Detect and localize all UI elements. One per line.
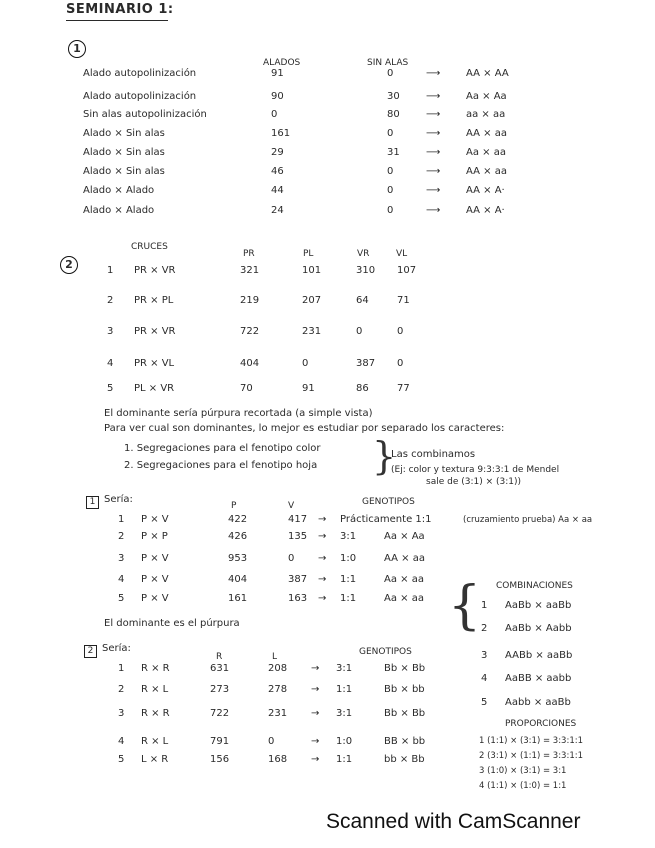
row-number: 5 xyxy=(118,593,125,604)
v-count: 135 xyxy=(288,531,308,542)
section-2-number: 2 xyxy=(60,256,78,274)
props-title: PROPORCIONES xyxy=(505,719,577,729)
note-item-2: 2. Segregaciones para el fenotipo hoja xyxy=(124,460,318,471)
alados-count: 161 xyxy=(271,128,291,139)
cross-label: P × V xyxy=(141,593,169,604)
arrow: → xyxy=(318,593,327,604)
sin-alas-count: 30 xyxy=(387,91,400,102)
genotype: Bb × bb xyxy=(384,684,425,695)
genotype: Aa × aa xyxy=(466,147,506,158)
cross-label: L × R xyxy=(141,754,169,765)
s2-header-cruces: CRUCES xyxy=(131,242,168,252)
genotype: BB × bb xyxy=(384,736,426,747)
p-count: 161 xyxy=(228,593,248,604)
arrow: ⟶ xyxy=(426,91,441,102)
cross-label: PR × PL xyxy=(134,295,174,306)
row-number: 3 xyxy=(118,708,125,719)
sin-alas-count: 0 xyxy=(387,128,394,139)
cross-label: Alado × Sin alas xyxy=(83,147,165,158)
brace-note-1: Las combinamos xyxy=(391,449,476,460)
vl-count: 0 xyxy=(397,358,404,369)
genotype: AA × aa xyxy=(466,128,507,139)
s2-header-pr: PR xyxy=(243,249,255,259)
vr-count: 310 xyxy=(356,265,376,276)
brace-note-2: (Ej: color y textura 9:3:3:1 de Mendel xyxy=(391,465,560,475)
brace-note-3: sale de (3:1) × (3:1)) xyxy=(426,477,522,487)
l-count: 0 xyxy=(268,736,275,747)
alados-count: 91 xyxy=(271,68,284,79)
cross-label: P × P xyxy=(141,531,168,542)
cross-label: R × L xyxy=(141,736,169,747)
cross-label: PR × VR xyxy=(134,326,176,337)
cross-label: PR × VL xyxy=(134,358,175,369)
cross-label: PL × VR xyxy=(134,383,175,394)
sin-alas-count: 0 xyxy=(387,205,394,216)
sub-1-conclusion: El dominante es el púrpura xyxy=(104,618,240,629)
page-title: SEMINARIO 1: xyxy=(66,2,174,17)
arrow: → xyxy=(311,754,320,765)
sin-alas-count: 0 xyxy=(387,166,394,177)
combos-title: COMBINACIONES xyxy=(496,581,573,591)
arrow: ⟶ xyxy=(426,185,441,196)
note-dominant: El dominante sería púrpura recortada (a simple vista) xyxy=(104,408,373,419)
title-underline xyxy=(66,20,168,21)
r-count: 273 xyxy=(210,684,230,695)
genotype: AA × A· xyxy=(466,185,505,196)
p-count: 953 xyxy=(228,553,248,564)
l-count: 231 xyxy=(268,708,288,719)
arrow: ⟶ xyxy=(426,128,441,139)
cross-label: Alado × Sin alas xyxy=(83,128,165,139)
s2-header-pl: PL xyxy=(303,249,314,259)
sub-1-label: Sería: xyxy=(104,494,133,505)
cross-label: Alado × Alado xyxy=(83,185,155,196)
vr-count: 64 xyxy=(356,295,369,306)
sub-2-label: Sería: xyxy=(102,643,131,654)
row-number: 2 xyxy=(118,684,125,695)
s2-header-vl: VL xyxy=(396,249,408,259)
sub2-header-r: R xyxy=(216,652,223,662)
proportion-row: 4 (1:1) × (1:0) = 1:1 xyxy=(479,781,567,791)
combo-value: AaBb × aaBb xyxy=(505,600,572,611)
genotype: Bb × Bb xyxy=(384,708,426,719)
sub-2-number: 2 xyxy=(84,645,97,658)
arrow: ⟶ xyxy=(426,147,441,158)
arrow: → xyxy=(318,514,327,525)
arrow: → xyxy=(311,708,320,719)
l-count: 208 xyxy=(268,663,288,674)
row-number: 4 xyxy=(118,736,125,747)
sin-alas-count: 31 xyxy=(387,147,400,158)
cross-label: P × V xyxy=(141,514,169,525)
ratio: 1:1 xyxy=(340,574,357,585)
arrow: ⟶ xyxy=(426,109,441,120)
row-number: 5 xyxy=(107,383,114,394)
pr-count: 219 xyxy=(240,295,260,306)
arrow: ⟶ xyxy=(426,166,441,177)
pr-count: 321 xyxy=(240,265,260,276)
note-study: Para ver cual son dominantes, lo mejor es estudiar por separado los caracteres: xyxy=(104,423,505,434)
alados-count: 44 xyxy=(271,185,284,196)
proportion-row: 3 (1:0) × (3:1) = 3:1 xyxy=(479,766,567,776)
s2-header-vr: VR xyxy=(357,249,370,259)
row-number: 1 xyxy=(107,265,114,276)
r-count: 156 xyxy=(210,754,230,765)
arrow: ⟶ xyxy=(426,205,441,216)
p-count: 404 xyxy=(228,574,248,585)
brace-symbol: } xyxy=(372,434,397,478)
ratio: 1:0 xyxy=(340,553,357,564)
sub2-header-genotipos: GENOTIPOS xyxy=(359,647,412,657)
cross-label: P × V xyxy=(141,553,169,564)
s1-header-alados: ALADOS xyxy=(263,58,301,68)
alados-count: 24 xyxy=(271,205,284,216)
ratio: Prácticamente 1:1 xyxy=(340,514,432,525)
vr-count: 86 xyxy=(356,383,369,394)
row-number: 3 xyxy=(118,553,125,564)
vl-count: 107 xyxy=(397,265,417,276)
proportion-row: 2 (3:1) × (1:1) = 3:3:1:1 xyxy=(479,751,584,761)
ratio: 1:1 xyxy=(340,593,357,604)
combo-number: 4 xyxy=(481,673,488,684)
alados-count: 90 xyxy=(271,91,284,102)
row-number: 5 xyxy=(118,754,125,765)
genotype: Bb × Bb xyxy=(384,663,426,674)
r-count: 722 xyxy=(210,708,230,719)
sin-alas-count: 0 xyxy=(387,68,394,79)
genotype: AA × AA xyxy=(466,68,509,79)
arrow: → xyxy=(311,663,320,674)
combo-number: 3 xyxy=(481,650,488,661)
arrow: → xyxy=(311,736,320,747)
cross-label: P × V xyxy=(141,574,169,585)
combo-number: 5 xyxy=(481,697,488,708)
genotype: Aa × aa xyxy=(384,574,424,585)
row-number: 4 xyxy=(107,358,114,369)
combo-value: Aabb × aaBb xyxy=(505,697,571,708)
v-count: 417 xyxy=(288,514,308,525)
row-number: 2 xyxy=(107,295,114,306)
v-count: 0 xyxy=(288,553,295,564)
cross-label: PR × VR xyxy=(134,265,176,276)
vl-count: 0 xyxy=(397,326,404,337)
l-count: 168 xyxy=(268,754,288,765)
combo-value: AaBb × Aabb xyxy=(505,623,572,634)
combo-number: 2 xyxy=(481,623,488,634)
ratio: 3:1 xyxy=(336,663,353,674)
vl-count: 77 xyxy=(397,383,410,394)
genotype: bb × Bb xyxy=(384,754,425,765)
ratio: 1:1 xyxy=(336,754,353,765)
sub1-header-v: V xyxy=(288,501,295,511)
p-count: 422 xyxy=(228,514,248,525)
arrow: → xyxy=(318,531,327,542)
r-count: 631 xyxy=(210,663,230,674)
sub1-header-genotipos: GENOTIPOS xyxy=(362,497,415,507)
row-number: 1 xyxy=(118,514,125,525)
cross-label: Alado autopolinización xyxy=(83,68,197,79)
combo-number: 1 xyxy=(481,600,488,611)
genotype: Aa × Aa xyxy=(384,531,425,542)
cross-label: Alado × Alado xyxy=(83,205,155,216)
alados-count: 0 xyxy=(271,109,278,120)
sin-alas-count: 80 xyxy=(387,109,400,120)
cross-label: Alado × Sin alas xyxy=(83,166,165,177)
scanner-watermark: Scanned with CamScanner xyxy=(326,810,581,833)
genotype: AA × aa xyxy=(466,166,507,177)
cross-label: Sin alas autopolinización xyxy=(83,109,207,120)
alados-count: 46 xyxy=(271,166,284,177)
proportion-row: 1 (1:1) × (3:1) = 3:3:1:1 xyxy=(479,736,584,746)
note-item-1: 1. Segregaciones para el fenotipo color xyxy=(124,443,321,454)
p-count: 426 xyxy=(228,531,248,542)
ratio: 3:1 xyxy=(340,531,357,542)
genotype: Aa × Aa xyxy=(466,91,507,102)
pl-count: 207 xyxy=(302,295,322,306)
s1-header-sin-alas: SIN ALAS xyxy=(367,58,409,68)
combo-value: AABb × aaBb xyxy=(505,650,573,661)
pr-count: 722 xyxy=(240,326,260,337)
pl-count: 231 xyxy=(302,326,322,337)
vr-count: 387 xyxy=(356,358,376,369)
vr-count: 0 xyxy=(356,326,363,337)
l-count: 278 xyxy=(268,684,288,695)
row-number: 3 xyxy=(107,326,114,337)
pl-count: 101 xyxy=(302,265,322,276)
cross-label: R × R xyxy=(141,663,170,674)
row-number: 4 xyxy=(118,574,125,585)
ratio: 3:1 xyxy=(336,708,353,719)
combo-value: AaBB × aabb xyxy=(505,673,572,684)
vl-count: 71 xyxy=(397,295,410,306)
sin-alas-count: 0 xyxy=(387,185,394,196)
cross-label: R × L xyxy=(141,684,169,695)
ratio: 1:0 xyxy=(336,736,353,747)
section-1-number: 1 xyxy=(68,40,86,58)
genotype: AA × aa xyxy=(384,553,425,564)
genotype: AA × A· xyxy=(466,205,505,216)
sub1-header-p: P xyxy=(231,501,237,511)
cross-label: Alado autopolinización xyxy=(83,91,197,102)
pr-count: 70 xyxy=(240,383,253,394)
combos-brace: { xyxy=(448,576,482,636)
v-count: 163 xyxy=(288,593,308,604)
row-number: 1 xyxy=(118,663,125,674)
genotype: aa × aa xyxy=(466,109,506,120)
alados-count: 29 xyxy=(271,147,284,158)
sub2-header-l: L xyxy=(272,652,278,662)
ratio: 1:1 xyxy=(336,684,353,695)
pl-count: 91 xyxy=(302,383,315,394)
sub-1-number: 1 xyxy=(86,496,99,509)
genotype: (cruzamiento prueba) Aa × aa xyxy=(463,515,593,525)
arrow: → xyxy=(311,684,320,695)
genotype: Aa × aa xyxy=(384,593,424,604)
pr-count: 404 xyxy=(240,358,260,369)
arrow: → xyxy=(318,574,327,585)
arrow: → xyxy=(318,553,327,564)
cross-label: R × R xyxy=(141,708,170,719)
arrow: ⟶ xyxy=(426,68,441,79)
pl-count: 0 xyxy=(302,358,309,369)
row-number: 2 xyxy=(118,531,125,542)
r-count: 791 xyxy=(210,736,230,747)
v-count: 387 xyxy=(288,574,308,585)
